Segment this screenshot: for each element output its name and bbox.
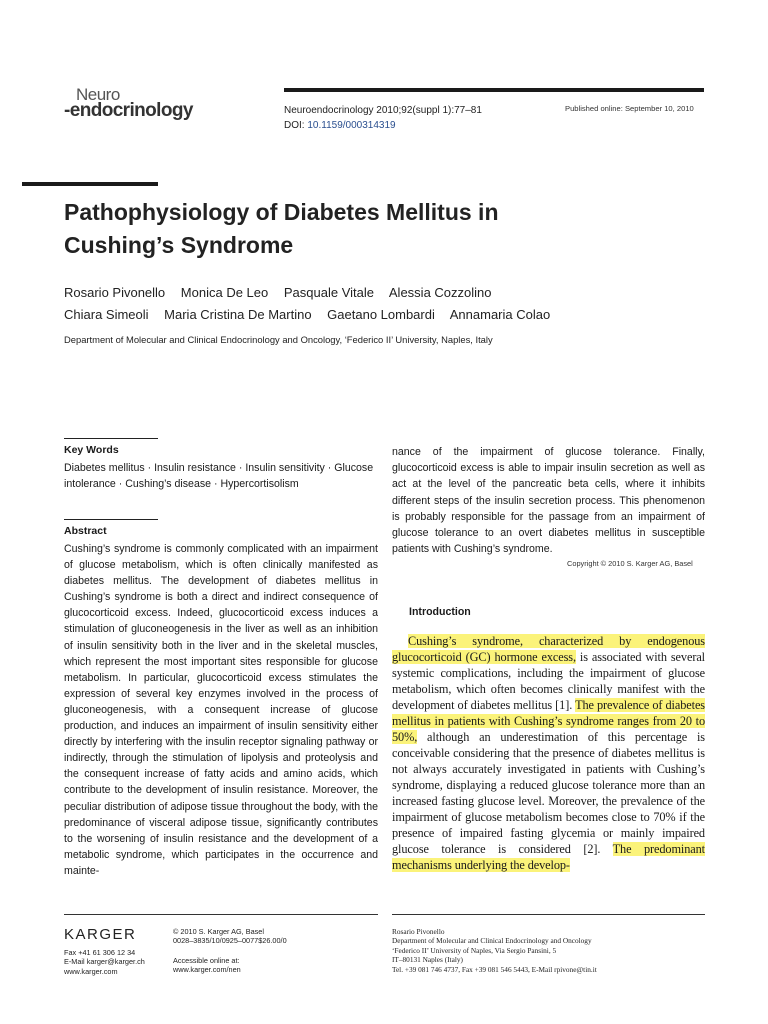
author: Gaetano Lombardi: [327, 307, 435, 322]
correspondence-block: [392, 927, 722, 974]
corr-dept: Department of Molecular and Clinical Endocrinology and Oncology: [392, 936, 592, 946]
title-line-1: Pathophysiology of Diabetes Mellitus in: [64, 199, 499, 225]
author: Chiara Simeoli: [64, 307, 149, 322]
doi-line: [284, 118, 482, 133]
affiliation: Department of Molecular and Clinical Endocrinology and Oncology, ‘Federico II’ University, Naples, Italy: [64, 334, 493, 345]
publisher-email[interactable]: E-Mail karger@karger.ch: [64, 957, 145, 967]
corr-contact: Tel. +39 081 746 4737, Fax +39 081 546 5443, E-Mail rpivone@tin.it: [392, 964, 597, 974]
body-text: although an underestimation of this percentage is conceivable considering that the presence of diabetes mellitus is not always accurately investigated in patients with Cushing’s syndrome, displaying a reduced glucose tolerance more than an increased fasting glucose level. Moreover, the prevalence of the impairment of glucose metabolism becomes close to 70% if the presence of impaired fasting glycemia or mainly impaired glucose tolerance is considered [2].: [392, 729, 705, 856]
journal-info: [284, 103, 482, 133]
footer-issn: 0028–3835/10/0925–0077$26.00/0: [173, 936, 287, 946]
body-text: is associated with several systemic complications, including the impairment of glucose metabolism, which often becomes clinically manifest with the development of diabetes mellitus [1].: [392, 649, 705, 712]
abstract-copyright: Copyright © 2010 S. Karger AG, Basel: [567, 559, 693, 568]
publisher-logo: KARGER: [64, 926, 137, 943]
access-block: [173, 956, 241, 975]
publisher-fax: Fax +41 61 306 12 34: [64, 948, 136, 957]
author: Monica De Leo: [180, 285, 269, 300]
journal-citation: Neuroendocrinology 2010;92(suppl 1):77–81: [284, 105, 482, 116]
authors-line-2: [64, 304, 724, 326]
copyright-block: [173, 927, 287, 946]
corr-name: Rosario Pivonello: [392, 927, 445, 936]
header-rule: [284, 88, 704, 92]
abstract-heading: Abstract: [64, 525, 107, 537]
author-list: [64, 282, 724, 326]
doi-link[interactable]: 10.1159/000314319: [307, 120, 396, 131]
author: Maria Cristina De Martino: [164, 307, 312, 322]
corr-city: IT–80131 Naples (Italy): [392, 955, 463, 965]
title-line-2: Cushing’s Syndrome: [64, 232, 294, 258]
author: Rosario Pivonello: [64, 285, 166, 300]
keywords-rule: [64, 438, 158, 439]
abstract-text: Cushing’s syndrome is commonly complicated with an impairment of glucose metabolism, which is often clinically manifested as diabetes mellitus. The development of diabetes mellitus in Cushing’s syndrome is both a direct and indirect consequence of glucocorticoid excess. Indeed, glucocorticoid excess induces a stimulation of gluconeogenesis in the liver as well as an inhibition of insulin sensitivity both in the liver and in the skeletal muscles, which represent the most important sites responsible for glucose metabolism. In particular, glucocorticoid excess stimulates the expression of several key enzymes involved in the process of gluconeogenesis, with a consequent increase of glucose production, and induces an impairment of insulin sensitivity either directly by interfering with the insulin receptor signaling pathway or indirectly, through the stimulation of lipolysis and proteolysis and the consequent increase of fatty acids and amino acids, which contribute to the development of insulin resistance. Moreover, the peculiar distribution of adipose tissue throughout the body, with the predominance of visceral adipose tissue, significantly contributes to the worsening of insulin resistance and the development of a metabolic syndrome, which participates in the occurrence and mainte-: [64, 543, 378, 877]
logo-top-text: Neuro: [76, 85, 120, 104]
access-url[interactable]: www.karger.com/nen: [173, 965, 241, 975]
logo-bottom-text: -endocrinology: [64, 100, 193, 121]
keywords-text: Diabetes mellitus · Insulin resistance · Insulin sensitivity · Glucose intolerance · Cushing’s disease · Hypercortisolism: [64, 462, 374, 490]
article-title: [64, 196, 704, 262]
access-label: Accessible online at:: [173, 956, 240, 965]
introduction-text: [392, 634, 705, 874]
footer-rule-right: [392, 914, 705, 915]
abstract-rule: [64, 519, 158, 520]
corr-univ: ‘Federico II’ University of Naples, Via Sergio Pansini, 5: [392, 945, 557, 955]
highlighted-text: The prevalence of diabetes mellitus in patients with Cushing’s syndrome ranges from 20 to 50%,: [392, 697, 705, 744]
publisher-contact: [64, 948, 145, 976]
published-date: Published online: September 10, 2010: [565, 104, 694, 113]
title-rule: [22, 182, 158, 186]
publisher-web[interactable]: www.karger.com: [64, 966, 118, 976]
footer-copyright: © 2010 S. Karger AG, Basel: [173, 927, 264, 936]
keywords-heading: Key Words: [64, 444, 119, 456]
introduction-heading: Introduction: [409, 606, 471, 618]
abstract-continuation: nance of the impairment of glucose tolerance. Finally, glucocorticoid excess is able to impair insulin secretion as well as act at the level of the pancreatic beta cells, where it inhibits different steps of the insulin secretion process. This phenomenon is probably responsible for the passage from an impairment of glucose tolerance to an overt diabetes mellitus in susceptible patients with Cushing’s syndrome.: [392, 446, 705, 556]
doi-label: DOI:: [284, 120, 308, 131]
highlighted-text: Cushing’s syndrome, characterized by endogenous glucocorticoid (GC) hormone excess,: [392, 634, 705, 664]
author: Pasquale Vitale: [283, 285, 374, 300]
footer-rule-left: [64, 914, 378, 915]
authors-line-1: [64, 282, 724, 304]
author: Alessia Cozzolino: [388, 285, 492, 300]
author: Annamaria Colao: [449, 307, 551, 322]
journal-logo: [64, 86, 193, 120]
highlighted-text: The predominant mechanisms underlying the develop-: [392, 841, 706, 872]
